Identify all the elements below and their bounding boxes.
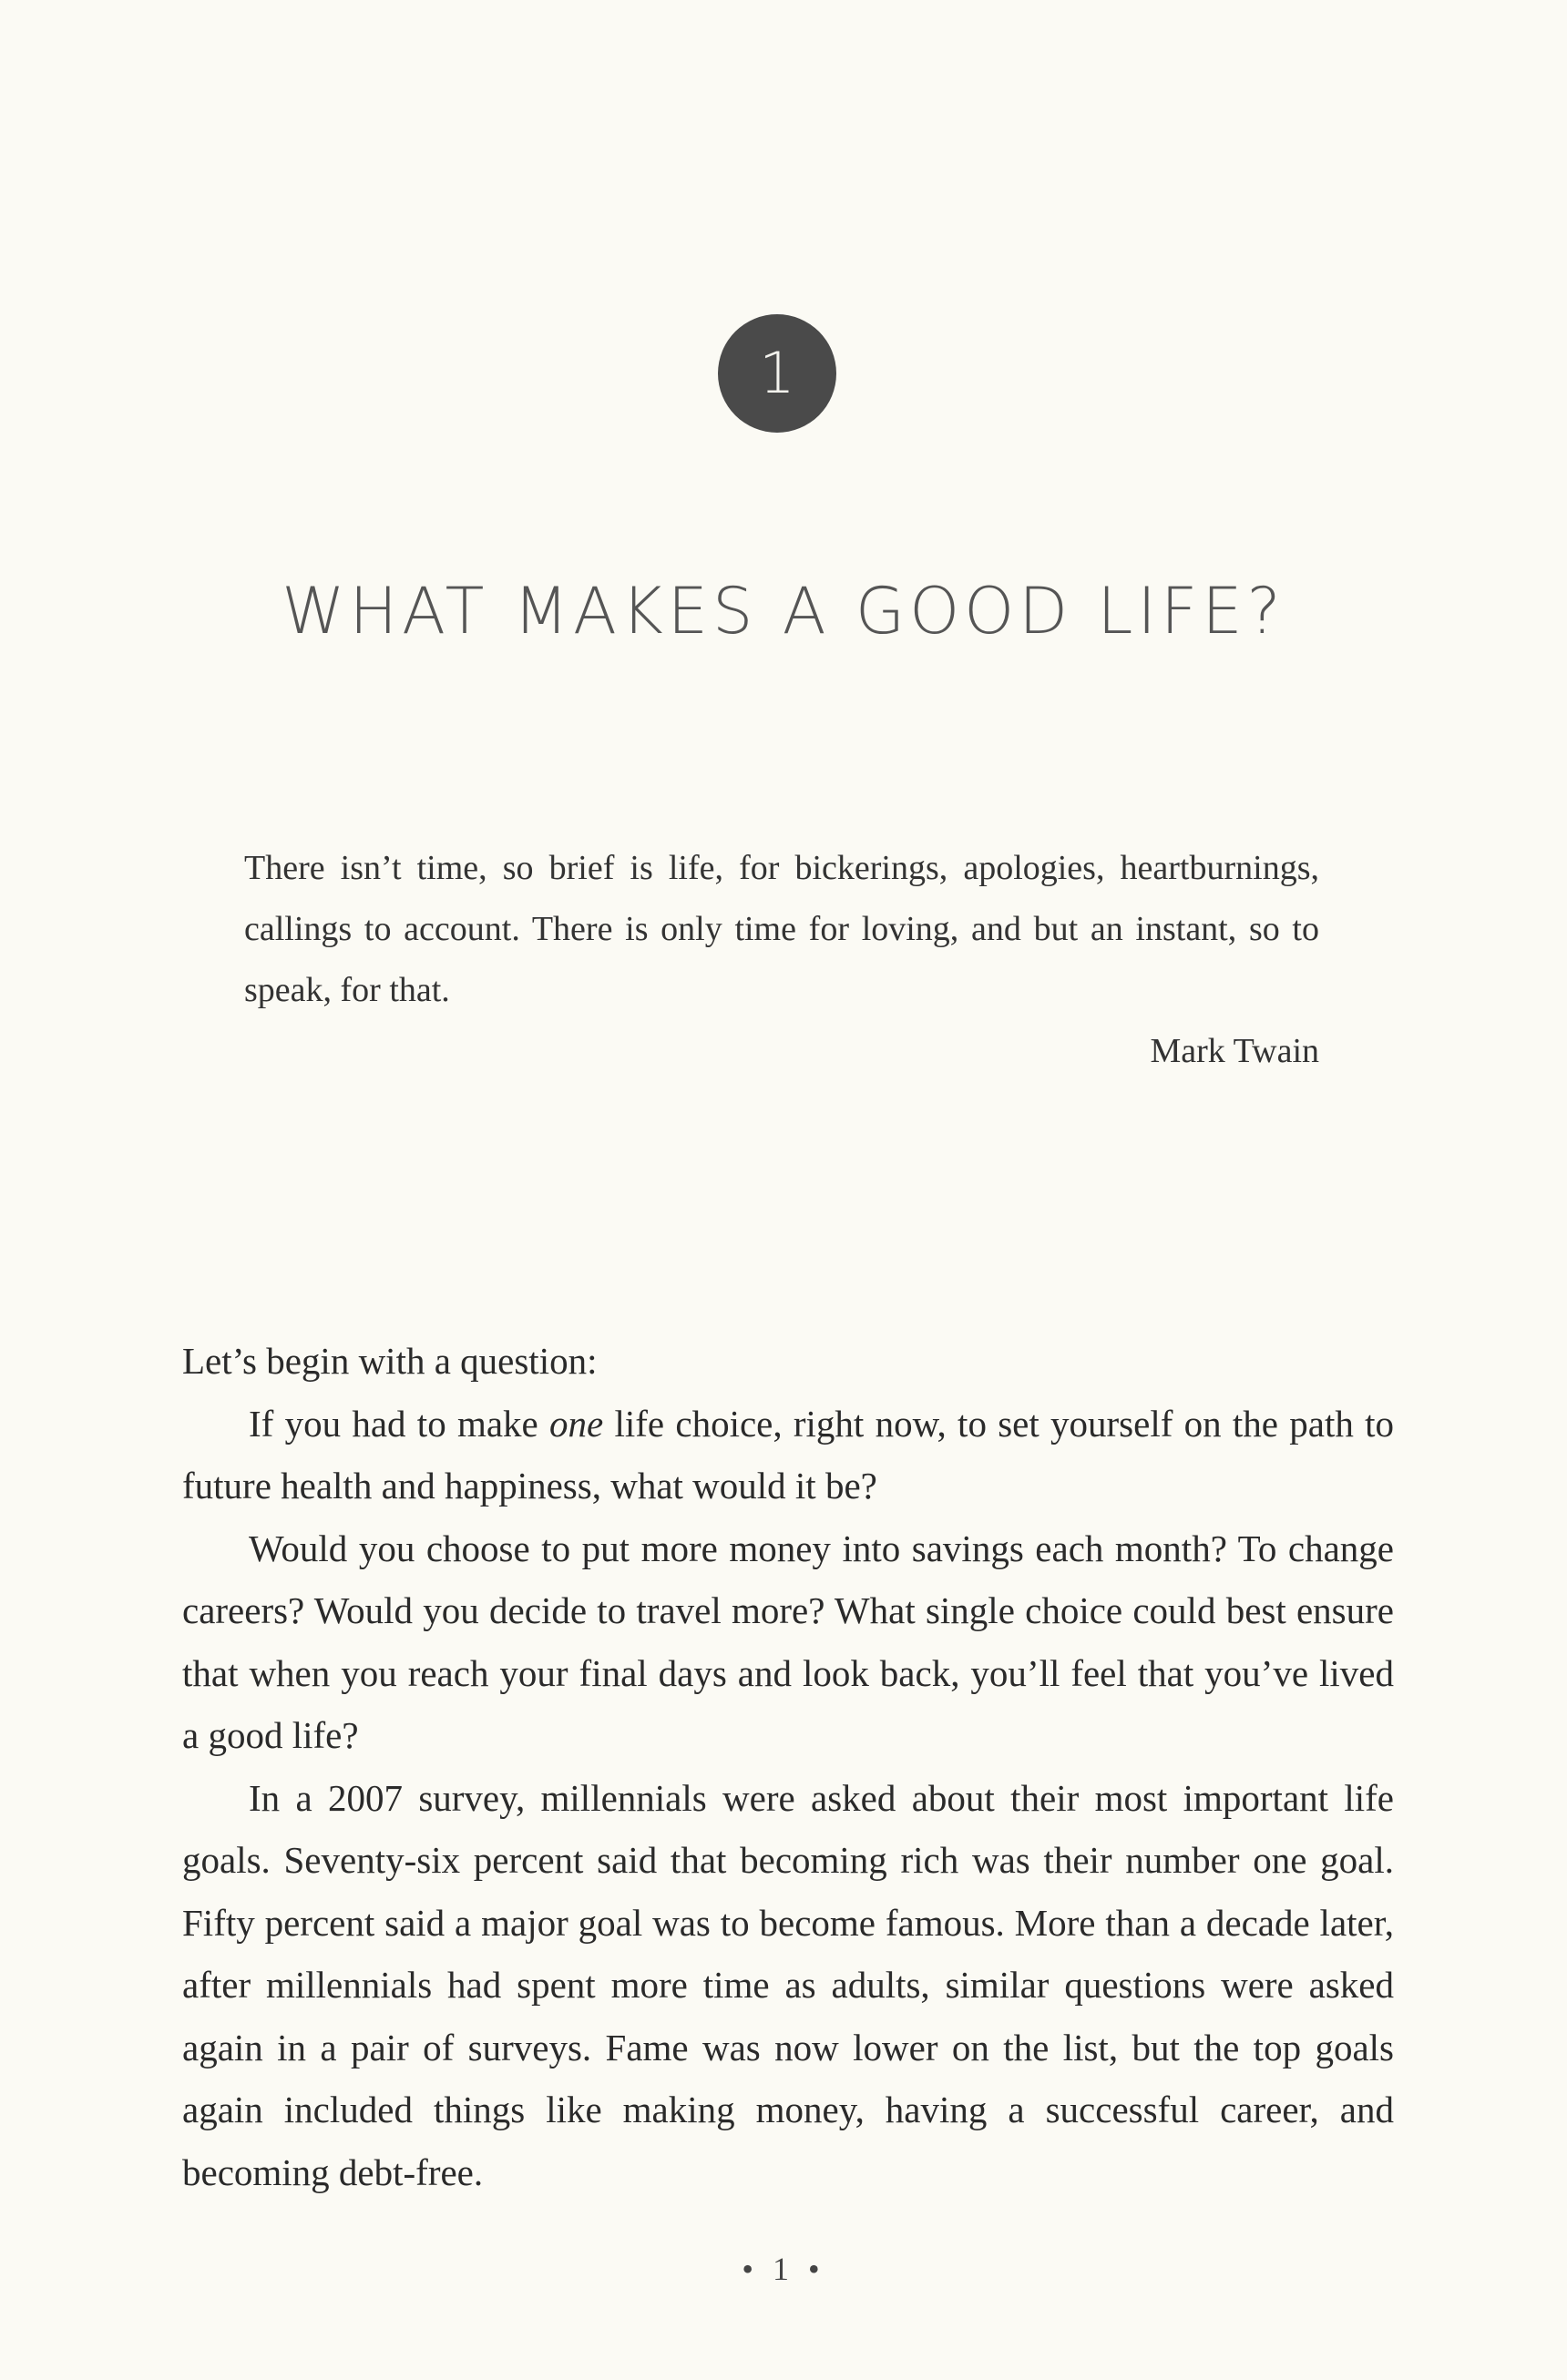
chapter-number: 1 [759, 340, 795, 406]
epigraph-author: Mark Twain [1150, 1032, 1319, 1070]
paragraph-4: In a 2007 survey, millennials were asked about their most important life goals. Seventy-six percent said that becoming rich was their number one goal. Fifty percent said a major goal was to become famous. More than a decade later, after millennials had spent more time as adults, similar questions were asked again in a pair of surveys. Fame was now lower on the list, but the top goals again included things like making money, having a successful career, and becoming debt-free. [182, 1776, 1394, 2193]
paragraph-2-start: If you had to make [249, 1402, 550, 1445]
chapter-title: WHAT MAKES A GOOD LIFE? [282, 574, 1285, 649]
chapter-number-badge [718, 314, 836, 433]
paragraph-1: Let’s begin with a question: [182, 1340, 598, 1382]
paragraph-2-end: life choice, right now, to set yourself on the path to future health and happiness, what would it be? [182, 1402, 1394, 1507]
epigraph [244, 838, 1319, 1082]
page-number: • 1 • [742, 2251, 825, 2287]
paragraph-2 [182, 1393, 1394, 1517]
body-text [182, 1330, 1394, 2203]
epigraph-quote: There isn’t time, so brief is life, for bickerings, apologies, heartburnings, callings to account. There is only time for loving, and but an instant, so to speak, for that. [244, 849, 1319, 1009]
paragraph-2-emphasis: one [549, 1402, 604, 1445]
paragraph-3: Would you choose to put more money into savings each month? To change careers? Would you decide to travel more? What single choice could best ensure that when you reach your final days and look back, you’ll feel that you’ve lived a good life? [182, 1527, 1394, 1756]
